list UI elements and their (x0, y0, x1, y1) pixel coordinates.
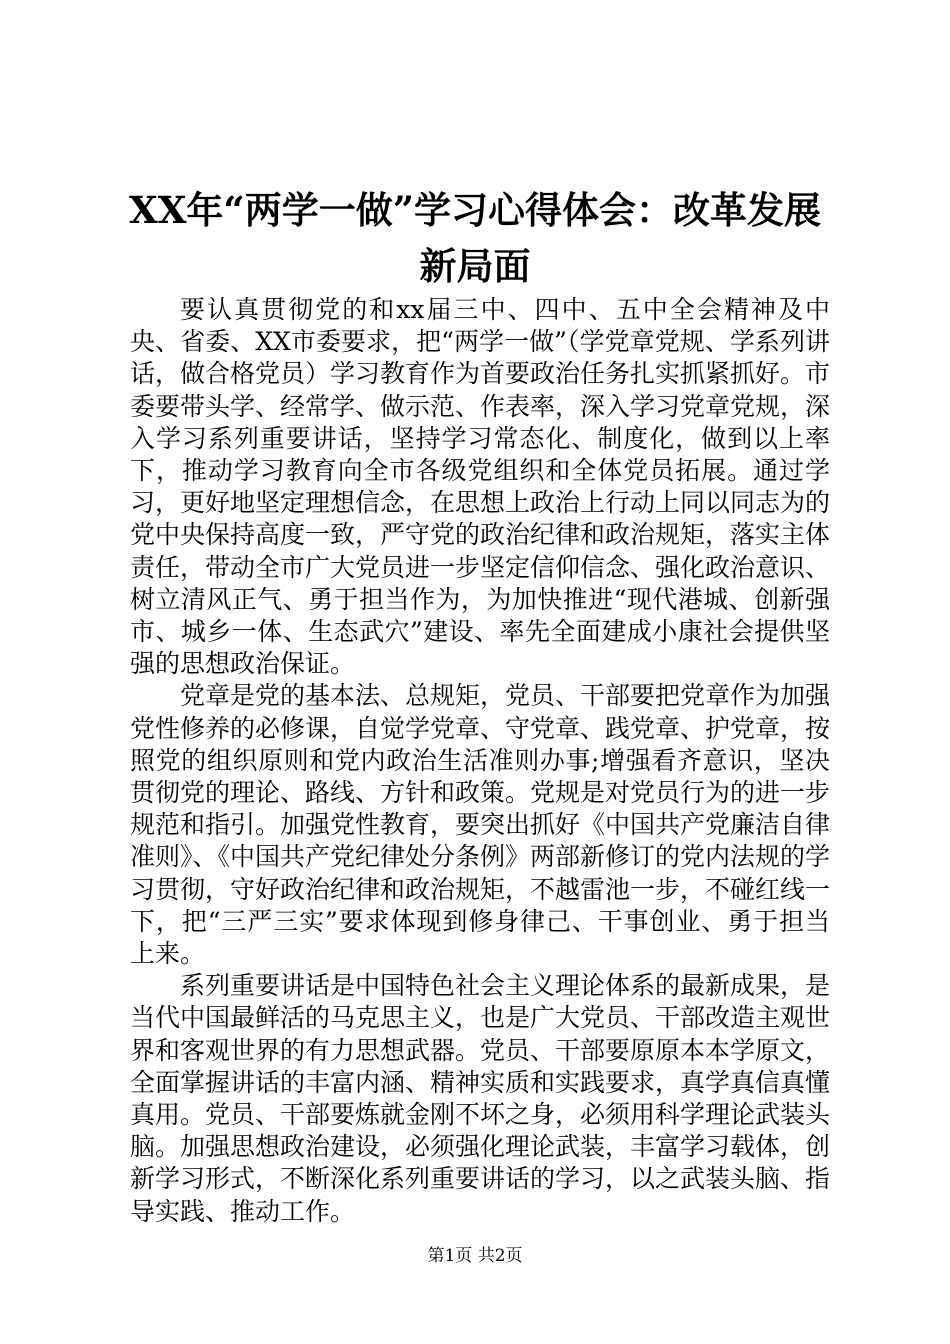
title-line-1: XX年“两学一做”学习心得体会：改革发展 (129, 188, 821, 232)
paragraph-1: 要认真贯彻党的和xx届三中、四中、五中全会精神及中央、省委、XX市委要求，把“两学一做”（学党章党规、学系列讲话，做合格党员）学习教育作为首要政治任务扎实抓紧抓好。市委要带头学、经常学、做示范、作表率，深入学习党章党规，深入学习系列重要讲话，坚持学习常态化、制度化，做到以上率下，推动学习教育向全市各级党组织和全体党员拓展。通过学习，更好地坚定理想信念，在思想上政治上行动上同以同志为的党中央保持高度一致，严守党的政治纪律和政治规矩，落实主体责任，带动全市广大党员进一步坚定信仰信念、强化政治意识、树立清风正气、勇于担当作为，为加快推进“现代港城、创新强市、城乡一体、生态武穴”建设、率先全面建成小康社会提供坚强的思想政治保证。 (130, 295, 831, 679)
paragraph-2: 党章是党的基本法、总规矩，党员、干部要把党章作为加强党性修养的必修课，自觉学党章、守党章、践党章、护党章，按照党的组织原则和党内政治生活准则办事;增强看齐意识，坚决贯彻党的理论、路线、方针和政策。党规是对党员行为的进一步规范和指引。加强党性教育，要突出抓好《中国共产党廉洁自律准则》、《中国共产党纪律处分条例》两部新修订的党内法规的学习贯彻，守好政治纪律和政治规矩，不越雷池一步，不碰红线一下，把“三严三实”要求体现到修身律己、干事创业、勇于担当上来。 (130, 681, 831, 969)
document-body (130, 294, 830, 1228)
paragraph-3: 系列重要讲话是中国特色社会主义理论体系的最新成果，是当代中国最鲜活的马克思主义，也是广大党员、干部改造主观世界和客观世界的有力思想武器。党员、干部要原原本本学原文，全面掌握讲话的丰富内涵、精神实质和实践要求，真学真信真懂真用。党员、干部要炼就金刚不坏之身，必须用科学理论武装头脑。加强思想政治建设，必须强化理论武装，丰富学习载体，创新学习形式，不断深化系列重要讲话的学习，以之武装头脑、指导实践、推动工作。 (130, 971, 831, 1226)
page-footer: 第1页 共2页 (427, 1246, 523, 1266)
document-title (110, 182, 840, 294)
title-line-2: 新局面 (419, 244, 531, 288)
